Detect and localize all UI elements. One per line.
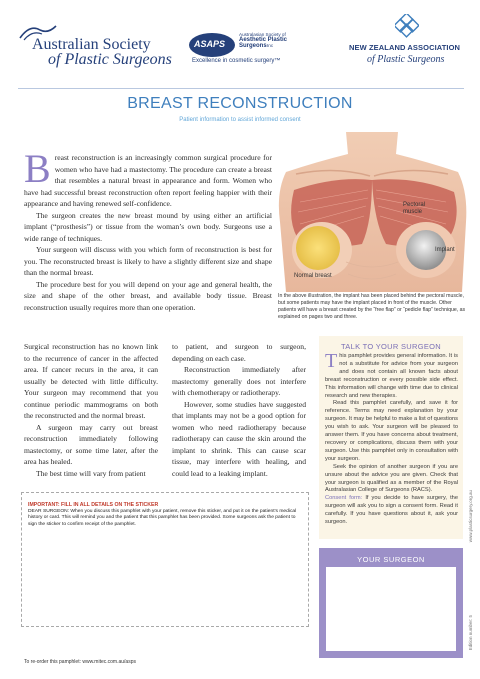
page-title: BREAST RECONSTRUCTION [127,95,353,112]
sticker-text: DEAR SURGEON: When you discuss this pamphlet with your patient, remove this sticker, and put it on the patient’s medical history or card. This will remind you and the patient that this pamphlet has been provided. Some surgeons ask the patient to sign the sticker to confirm receipt of the pamphlet. [28,509,297,527]
surgeon-details-field[interactable] [326,567,456,651]
intro-text [24,146,272,313]
your-surgeon-title: YOUR SURGEON [357,555,425,564]
intro-paragraph-4: The procedure best for you will depend on your age and general health, the size and shape of the other breast, and available body tissue. Breast reconstruction usually requires more than one operation. [24,279,272,312]
intro-drop-cap: B [24,146,51,191]
edition-number: Edition number: 5 [468,614,473,650]
label-implant: Implant [435,247,455,253]
sidebar-drop-cap: T [325,350,338,372]
sidebar-text [325,350,458,527]
col2-paragraph-2: Reconstruction immediately after mastectomy generally does not interfere with chemotherapy or radiotherapy. [172,365,306,397]
intro-paragraph-3: Your surgeon will discuss with you which form of reconstruction is best for you. The reconstructed breast is likely to have a slightly different size and shape than the normal breast. [24,245,272,277]
column-1 [24,341,158,479]
anatomy-illustration [276,132,468,292]
col2-paragraph-3: However, some studies have suggested that implants may not be a good option for women who need radiotherapy because radiotherapy can cause the skin around the implant to shrink. This can cause scar tissue, may interfere with healing, and could lead to a leaking implant. [172,399,306,478]
sidebar-title: TALK TO YOUR SURGEON [340,342,442,351]
website-url: www.plasticsurgery.org.au [468,490,473,543]
sticker-title: IMPORTANT: FILL IN ALL DETAILS ON THE STICKER [28,502,159,508]
nzaps-name-line2: of Plastic Surgeons [367,54,445,65]
col1-paragraph-2: A surgeon may carry out breast reconstruction immediately following mastectomy, or some time later, after the area has healed. [24,422,158,466]
asaps-tm: Inc [267,43,274,48]
sidebar-paragraph-2: Read this pamphlet carefully, and save it for reference. Terms may need explanation by your surgeon. It may be helpful to make a list of questions you wish to ask. Your surgeon will be pleased to answer them. If you have concerns about treatment, recovery or complications, discuss them with your surgeon. Use this pamphlet only in consultation with your surgeon. [325,400,458,462]
col1-paragraph-3: The best time will vary from patient [36,468,146,478]
page-subtitle: Patient information to assist informed consent [179,117,301,123]
asps-name-line2: of Plastic Surgeons [48,51,172,68]
intro-paragraph-2: The surgeon creates the new breast mound by using either an artificial implant (“prosthesis”) or tissue from the woman’s own body. Surgeons use a wide range of techniques. [24,210,272,243]
nzaps-logo [345,14,470,72]
header-rule [18,88,464,89]
column-2 [172,341,306,479]
label-normal-breast: Normal breast [294,273,332,279]
intro-paragraph-1: reast reconstruction is an increasingly common surgical procedure for women who have had a mastectomy. The procedure can create a breast that resembles a natural breast in appearance and form. Women who have had successful breast reconstruction often report feeling happier with their appearance and having renewed self-confidence. [24,153,272,208]
asaps-tagline: Excellence in cosmetic surgery™ [192,58,281,64]
nzaps-knot-icon [395,14,419,38]
asaps-wordmark: ASAPS [194,39,226,49]
sidebar-paragraph-3: Seek the opinion of another surgeon if you are unsure about the advice you are given. Check that your surgeon is qualified as a member of the Royal Australasian College of Surgeons (RACS). [325,463,458,494]
asaps-name-line1: Australasian Society of [239,32,286,37]
consent-form-label: Consent form: [325,495,363,502]
asaps-name-line3: Surgeons [239,43,267,49]
label-pectoral-muscle: Pectoral muscle [403,202,426,215]
asaps-logo [188,28,328,70]
vertical-side-text [468,490,478,650]
sidebar-paragraph-1: his pamphlet provides general information. It is not a substitute for advice from your surgeon and does not contain all known facts about breast reconstruction or every possible side effect. This information will change with time due to clinical research and new therapies. [325,353,458,399]
illustration-caption: In the above illustration, the implant has been placed behind the pectoral muscle, but some patients may have the implant placed in front of the muscle. Other patients will have a breast created by the “free flap” or “pedicle flap” technique, as explained on pages two and three. [278,293,466,320]
sidebar-paragraph-4: If you decide to have surgery, the surgeon will ask you to sign a consent form. Read it carefully. If you have questions about it, ask your surgeon. [325,495,458,526]
asps-logo [18,20,172,68]
asps-name-line1: Australian Society [32,36,151,53]
nzaps-name-line1: NEW ZEALAND ASSOCIATION [349,43,461,52]
col1-paragraph-1: Surgical reconstruction has no known link to the recurrence of cancer in the affected area. If cancer recurs in the area, it can usually be detected with little difficulty. Your surgeon may recommend that you continue periodic mammograms on both the reconstructed and the normal breast. [24,342,158,420]
col2-paragraph-1: to patient, and surgeon to surgeon, depending on each case. [172,342,306,363]
asaps-name-line2: Aesthetic Plastic [239,37,288,43]
reorder-note: To re-order this pamphlet: www.mitec.com.au/asps [24,659,136,665]
